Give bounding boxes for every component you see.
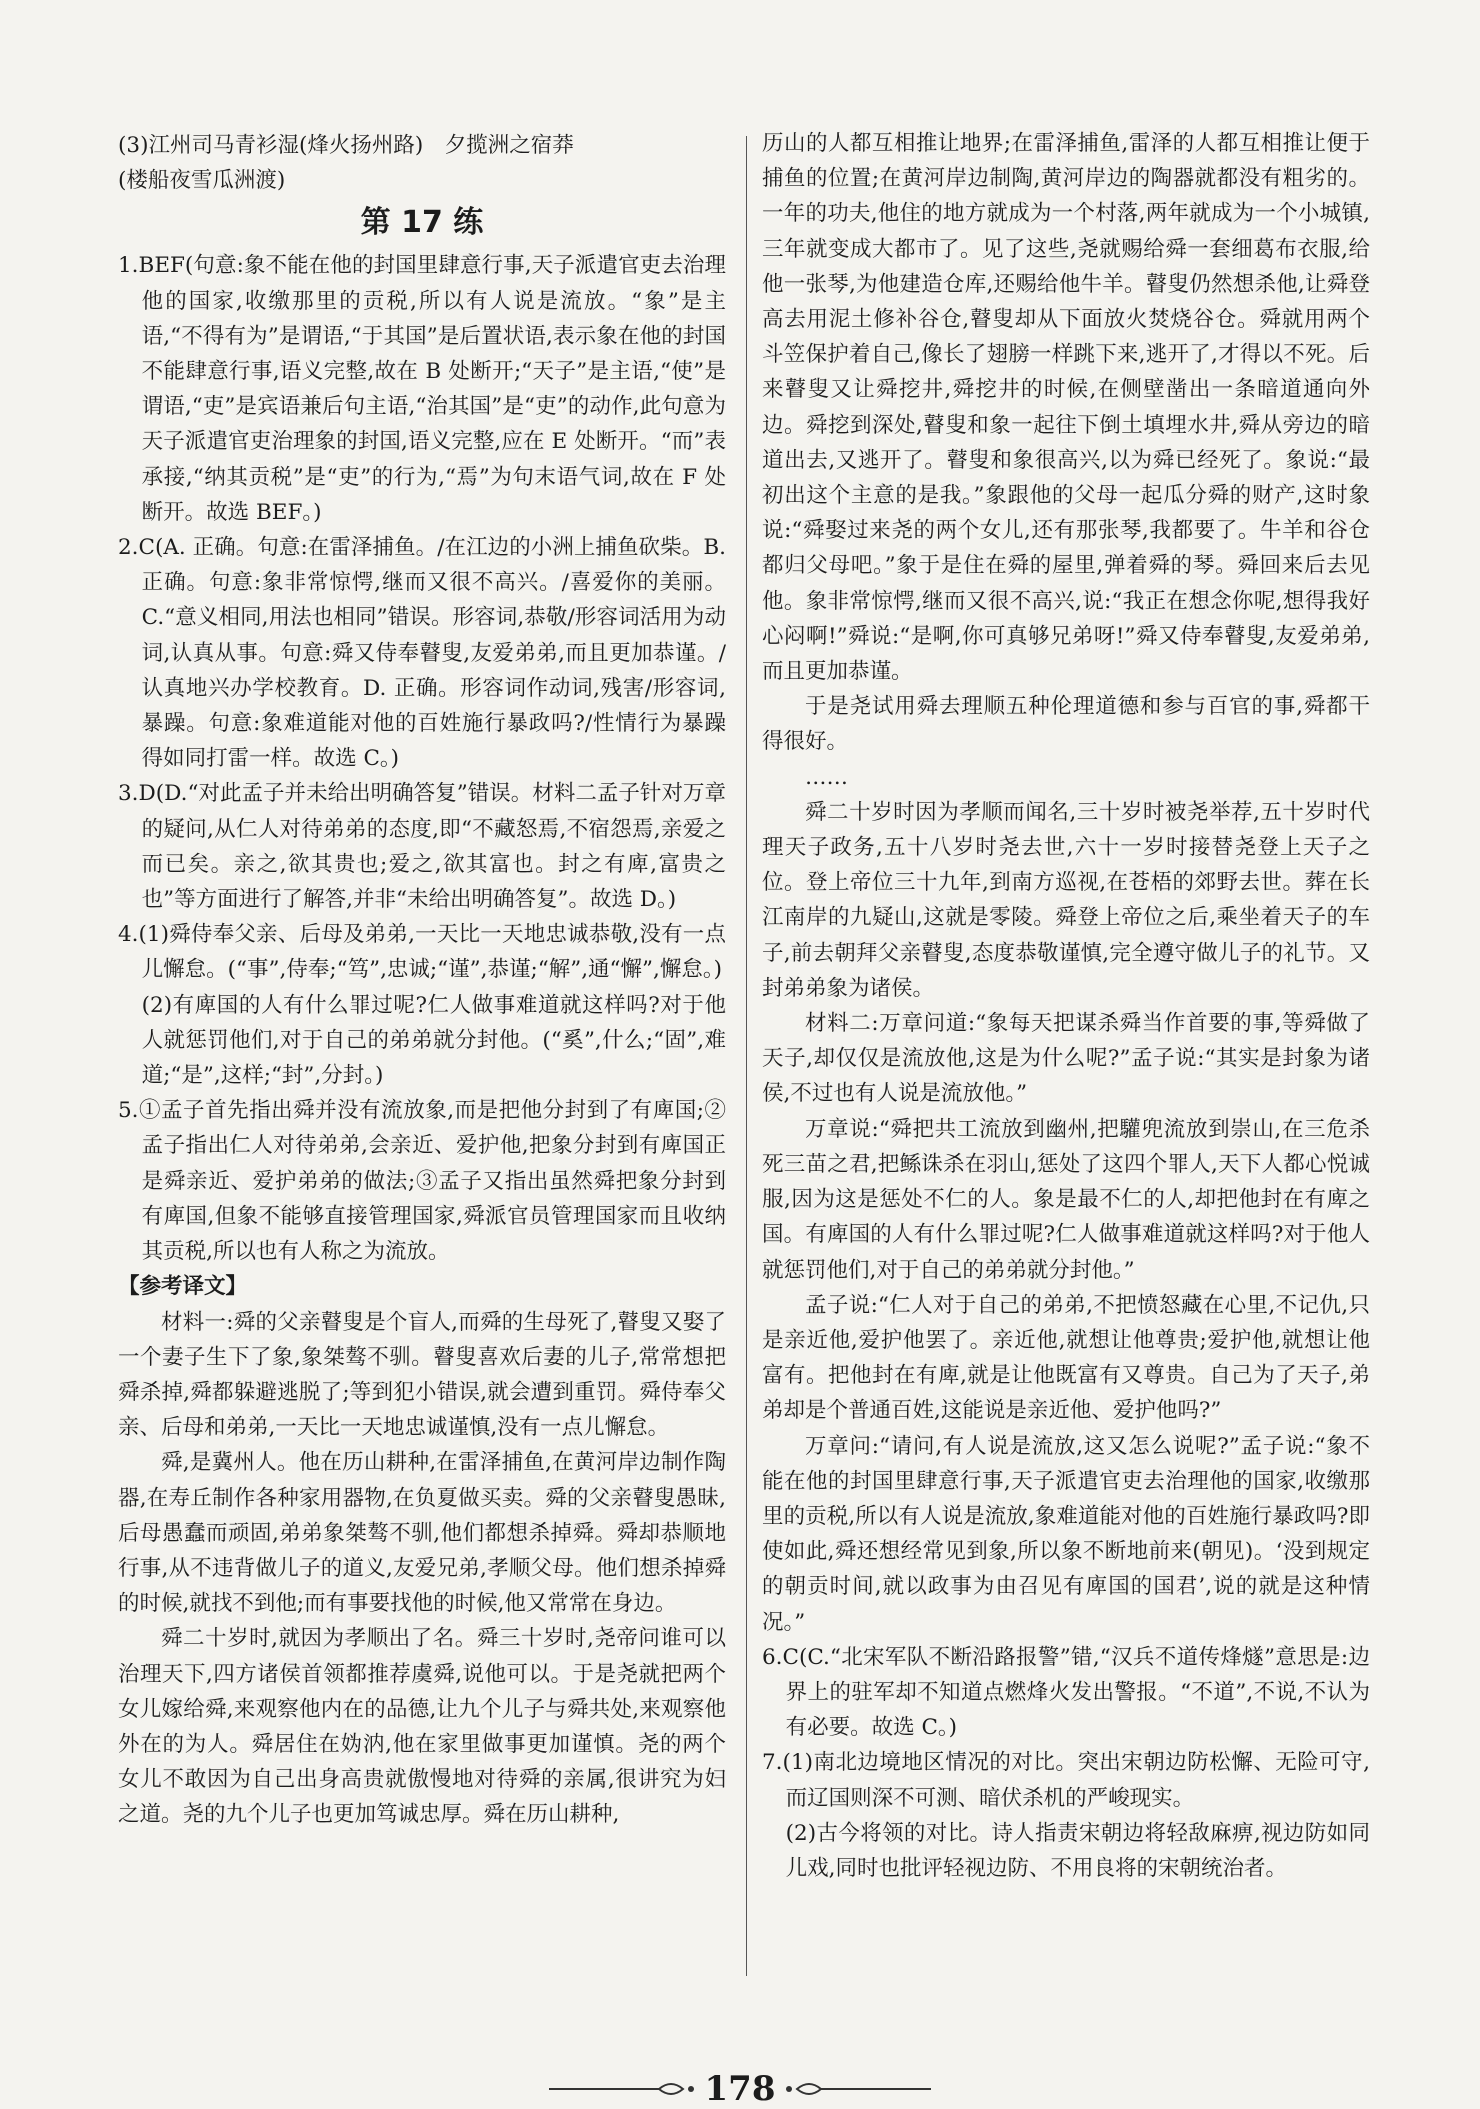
translation-paragraph: 于是尧试用舜去理顺五种伦理道德和参与百官的事,舜都干得很好。 bbox=[762, 694, 1370, 755]
answer-item: 7.(1)南北边境地区情况的对比。突出宋朝边防松懈、无险可守,而辽国则深不可测、暗伏杀机的严峻现实。 bbox=[762, 1750, 1370, 1811]
translation-paragraph: 万章问:“请问,有人说是流放,这又怎么说呢?”孟子说:“象不能在他的封国里肆意行事,天子派遣官吏去治理他的国家,收缴那里的贡税,所以有人说是流放,象难道能对他的百姓施行暴政吗?即使如此,舜还想经常见到象,所以象不断地前来(朝见)。‘没到规定的朝贡时间,就以政事为由召见有庳国的国君’,说的就是这种情况。” bbox=[762, 1433, 1370, 1635]
answer-item: 4.(1)舜侍奉父亲、后母及弟弟,一天比一天地忠诚恭敬,没有一点儿懈怠。(“事”,侍奉;“笃”,忠诚;“谨”,恭谨;“解”,通“懈”,懈怠。) bbox=[118, 922, 726, 983]
answer-item: 2.C(A. 正确。句意:在雷泽捕鱼。/在江边的小洲上捕鱼砍柴。B. 正确。句意:象非常惊愕,继而又很不高兴。/喜爱你的美丽。C.“意义相同,用法也相同”错误。形容词,恭敬/形容词活用为动词,认真从事。句意:舜又侍奉瞽叟,友爱弟弟,而且更加恭谨。/认真地兴办学校教育。D. 正确。形容词作动词,残害/形容词,暴躁。句意:象难道能对他的百姓施行暴政吗?/性情行为暴躁得如同打雷一样。故选 C。) bbox=[118, 535, 726, 772]
translation-paragraph: 万章说:“舜把共工流放到幽州,把驩兜流放到崇山,在三危杀死三苗之君,把鲧诛杀在羽山,惩处了这四个罪人,天下人都心悦诚服,因为这是惩处不仁的人。象是最不仁的人,却把他封在有庳之国。有庳国的人有什么罪过呢?仁人做事难道就这样吗?对于他人就惩罚他们,对于自己的弟弟就分封他。” bbox=[762, 1116, 1370, 1283]
translation-paragraph: 舜二十岁时,就因为孝顺出了名。舜三十岁时,尧帝问谁可以治理天下,四方诸侯首领都推荐虞舜,说他可以。于是尧就把两个女儿嫁给舜,来观察他内在的品德,让九个儿子与舜共处,来观察他外在的为人。舜居住在妫汭,他在家里做事更加谨慎。尧的两个女儿不敢因为自己出身高贵就傲慢地对待舜的亲属,很讲究为妇之道。尧的九个儿子也更加笃诚忠厚。舜在历山耕种, bbox=[118, 1626, 726, 1828]
column-divider bbox=[746, 136, 747, 1976]
translation-paragraph: 舜二十岁时因为孝顺而闻名,三十岁时被尧举荐,五十岁时代理天子政务,五十八岁时尧去世,六十一岁时接替尧登上天子之位。登上帝位三十九年,到南方巡视,在苍梧的郊野去世。葬在长江南岸的九疑山,这就是零陵。舜登上帝位之后,乘坐着天子的车子,前去朝拜父亲瞽叟,态度恭敬谨慎,完全遵守做儿子的礼节。又封弟弟象为诸侯。 bbox=[762, 799, 1370, 1001]
answer-item: 6.C(C.“北宋军队不断沿路报警”错,“汉兵不道传烽燧”意思是:边界上的驻军却不知道点燃烽火发出警报。“不道”,不说,不认为有必要。故选 C。) bbox=[762, 1644, 1370, 1741]
answer-item: 3.D(D.“对此孟子并未给出明确答复”错误。材料二孟子针对万章的疑问,从仁人对待弟弟的态度,即“不藏怒焉,不宿怨焉,亲爱之而已矣。亲之,欲其贵也;爱之,欲其富也。封之有庳,富贵之也”等方面进行了解答,并非“未给出明确答复”。故选 D。) bbox=[118, 781, 726, 913]
reference-heading: 【参考译文】 bbox=[118, 1274, 248, 1300]
answer-subitem: (2)有庳国的人有什么罪过呢?仁人做事难道就这样吗?对于他人就惩罚他们,对于自己的弟弟就分封他。(“奚”,什么;“固”,难道;“是”,这样;“封”,分封。) bbox=[141, 992, 726, 1089]
translation-paragraph: 材料一:舜的父亲瞽叟是个盲人,而舜的生母死了,瞽叟又娶了一个妻子生下了象,象桀骜不驯。瞽叟喜欢后妻的儿子,常常想把舜杀掉,舜都躲避逃脱了;等到犯小错误,就会遭到重罚。舜侍奉父亲、后母和弟弟,一天比一天地忠诚谨慎,没有一点儿懈怠。 bbox=[118, 1309, 726, 1441]
ellipsis: …… bbox=[805, 764, 848, 790]
answer-item: 1.BEF(句意:象不能在他的封国里肆意行事,天子派遣官吏去治理他的国家,收缴那里的贡税,所以有人说是流放。“象”是主语,“不得有为”是谓语,“于其国”是后置状语,表示象在他的封国不能肆意行事,语义完整,故在 B 处断开;“天子”是主语,“使”是谓语,“吏”是宾语兼后句主语,“治其国”是“吏”的动作,此句意为天子派遣官吏治理象的封国,语义完整,应在 E 处断开。“而”表承接,“纳其贡税”是“吏”的行为,“焉”为句末语气词,故在 F 处断开。故选 BEF。) bbox=[118, 253, 726, 525]
prev-answer-line: (3)江州司马青衫湿(烽火扬州路) 夕揽洲之宿莽 bbox=[118, 133, 574, 158]
section-title: 第 17 练 bbox=[360, 205, 484, 241]
translation-paragraph: 舜,是冀州人。他在历山耕种,在雷泽捕鱼,在黄河岸边制作陶器,在寿丘制作各种家用器物,在负夏做买卖。舜的父亲瞽叟愚昧,后母愚蠢而顽固,弟弟象桀骜不驯,他们都想杀掉舜。舜却恭顺地行事,从不违背做儿子的道义,友爱兄弟,孝顺父母。他们想杀掉舜的时候,就找不到他;而有事要找他的时候,他又常常在身边。 bbox=[118, 1450, 726, 1617]
answer-item: 5.①孟子首先指出舜并没有流放象,而是把他分封到了有庳国;②孟子指出仁人对待弟弟,会亲近、爱护他,把象分封到有庳国正是舜亲近、爱护弟弟的做法;③孟子又指出虽然舜把象分封到有庳国,但象不能够直接管理国家,舜派官员管理国家而且收纳其贡税,所以也有人称之为流放。 bbox=[118, 1098, 726, 1265]
prev-answer-line: (楼船夜雪瓜洲渡) bbox=[118, 168, 286, 194]
right-column bbox=[762, 126, 1370, 1886]
left-column bbox=[118, 128, 726, 1833]
ornament-right-icon bbox=[781, 2077, 931, 2101]
translation-paragraph: 历山的人都互相推让地界;在雷泽捕鱼,雷泽的人都互相推让便于捕鱼的位置;在黄河岸边制陶,黄河岸边的陶器就都没有粗劣的。一年的功夫,他住的地方就成为一个村落,两年就成为一个小城镇,三年就变成大都市了。见了这些,尧就赐给舜一套细葛布衣服,给他一张琴,为他建造仓库,还赐给他牛羊。瞽叟仍然想杀他,让舜登高去用泥土修补谷仓,瞽叟却从下面放火焚烧谷仓。舜就用两个斗笠保护着自己,像长了翅膀一样跳下来,逃开了,才得以不死。后来瞽叟又让舜挖井,舜挖井的时候,在侧壁凿出一条暗道通向外边。舜挖到深处,瞽叟和象一起往下倒土填埋水井,舜从旁边的暗道出去,又逃开了。瞽叟和象很高兴,以为舜已经死了。象说:“最初出这个主意的是我。”象跟他的父母一起瓜分舜的财产,这时象说:“舜娶过来尧的两个女儿,还有那张琴,我都要了。牛羊和谷仓都归父母吧。”象于是住在舜的屋里,弹着舜的琴。舜回来后去见他。象非常惊愕,继而又很不高兴,说:“我正在想念你呢,想得我好心闷啊!”舜说:“是啊,你可真够兄弟呀!”舜又侍奉瞽叟,友爱弟弟,而且更加恭谨。 bbox=[762, 131, 1370, 685]
translation-paragraph: 材料二:万章问道:“象每天把谋杀舜当作首要的事,等舜做了天子,却仅仅是流放他,这是为什么呢?”孟子说:“其实是封象为诸侯,不过也有人说是流放他。” bbox=[762, 1011, 1370, 1107]
translation-paragraph: 孟子说:“仁人对于自己的弟弟,不把愤怒藏在心里,不记仇,只是亲近他,爱护他罢了。亲近他,就想让他尊贵;爱护他,就想让他富有。把他封在有庳,就是让他既富有又尊贵。自己为了天子,弟弟却是个普通百姓,这能说是亲近他、爱护他吗?” bbox=[762, 1292, 1370, 1424]
page-number: 178 bbox=[704, 2069, 776, 2109]
ornament-left-icon bbox=[549, 2077, 699, 2101]
answer-subitem: (2)古今将领的对比。诗人指责宋朝边将轻敌麻痹,视边防如同儿戏,同时也批评轻视边防、不用良将的宋朝统治者。 bbox=[785, 1820, 1370, 1881]
page-footer bbox=[0, 2069, 1480, 2109]
